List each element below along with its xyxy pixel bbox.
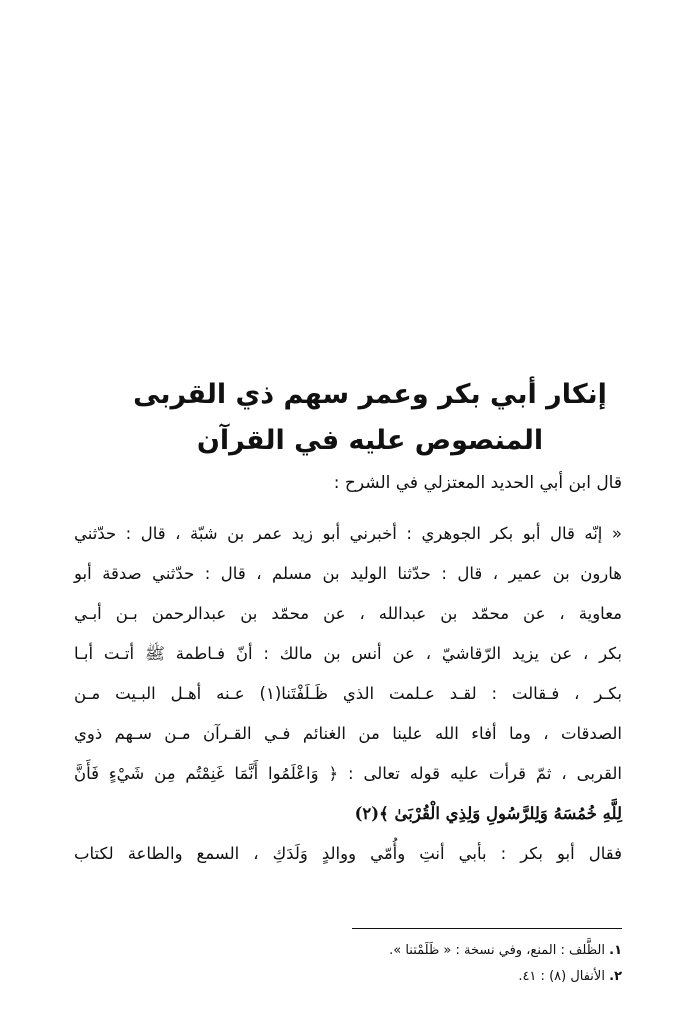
quran-verse-line: القربى ، ثمّ قرأت عليه قوله تعالى : ﴿ وَاعْلَمُوا أَنَّمَا غَنِمْتُم مِن شَيْءٍ فَأَنَّ <box>74 764 622 783</box>
body-line: بكر ، عن يزيد الرّقاشيّ ، عن أنس بن مالك : أنّ فـاطمة ﷺ أتـت أبـا <box>74 644 622 663</box>
footnote-1 <box>62 938 622 964</box>
chapter-title-line-2: المنصوص عليه في القرآن <box>196 425 544 456</box>
chapter-title <box>0 372 700 464</box>
chapter-title-line-1: إنكار أبي بكر وعمر سهم ذي القربى <box>133 379 607 410</box>
footnote-2 <box>62 964 622 990</box>
body-line: معاوية ، عن محمّد بن عبدالله ، عن محمّد بن عبدالرحمن بـن أبـي <box>74 604 622 623</box>
body-line: بكـر ، فـقالت : لقـد عـلمت الذي ظَـلَفْتَنا(١) عـنه أهـل البـيت مـن <box>74 684 622 703</box>
body-line: « إنّه قال أبو بكر الجوهري : أخبرني أبو زيد عمر بن شبّة ، قال : حدّثني <box>74 524 622 543</box>
body-line: الصدقات ، وما أفاء الله علينا من الغنائم فـي القـرآن مـن سـهم ذوي <box>74 724 622 743</box>
footnote-number: ٢. <box>609 969 622 984</box>
footnote-number: ١. <box>609 943 622 958</box>
footnote-divider <box>352 928 622 929</box>
footnotes <box>62 938 622 990</box>
body-line: فقال أبو بكر : بأبي أنتِ وأُمّي ووالدٍ وَلَدَكِ ، السمع والطاعة لكتاب <box>74 844 622 863</box>
quran-verse-line: لِلَّهِ خُمُسَهُ وَلِلرَّسُولِ وَلِذِي الْقُرْبَىٰ ﴾(٢) <box>354 804 622 823</box>
body-paragraph <box>74 514 622 874</box>
body-line: هارون بن عمير ، قال : حدّثنا الوليد بن مسلم ، قال : حدّثني صدقة أبو <box>74 564 622 583</box>
footnote-text: الظَّلف : المنع، وفي نسخة : « ظَلَمْتنا ». <box>389 943 605 958</box>
intro-line: قال ابن أبي الحديد المعتزلي في الشرح : <box>333 473 622 493</box>
footnote-text: الأنفال (٨) : ٤١. <box>518 969 605 984</box>
